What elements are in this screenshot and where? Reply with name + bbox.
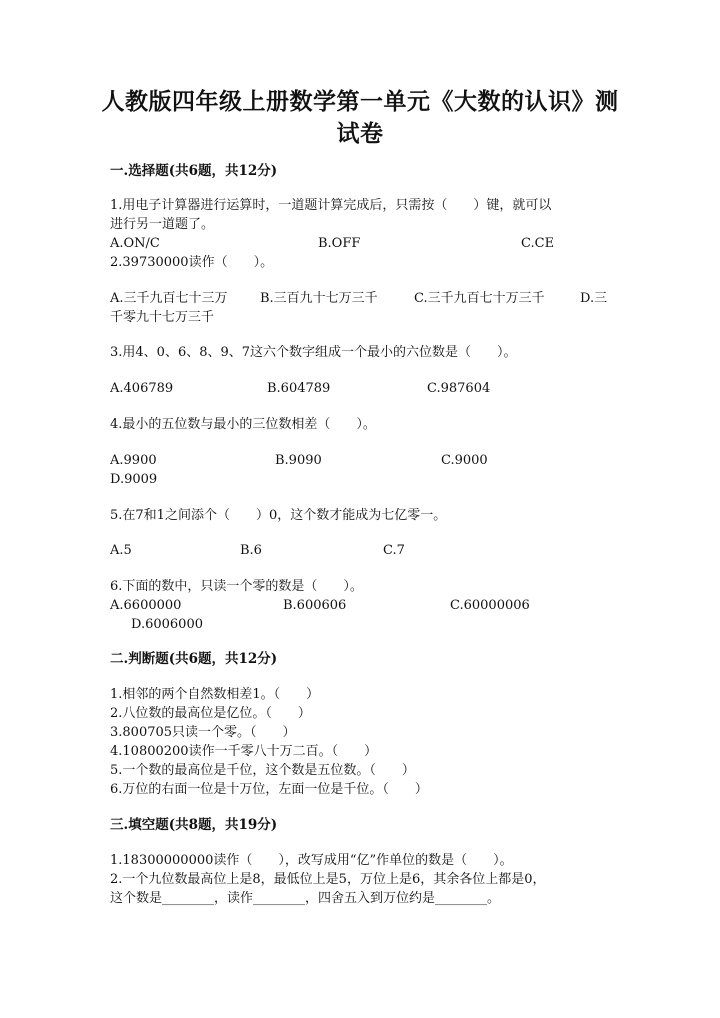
q3-option-b: B.604789 — [267, 381, 331, 396]
q6-option-a: A.6600000 — [110, 598, 182, 613]
page-title — [0, 86, 720, 150]
judge-item-2: 2.八位数的最高位是亿位。（ ） — [110, 706, 311, 721]
title-line-1: 人教版四年级上册数学第一单元《大数的认识》测 — [101, 88, 619, 115]
q1-option-c: C.CE — [521, 236, 555, 251]
q2-option-c: C.三千九百七十万三千 — [414, 291, 545, 306]
section-heading-choice: 一.选择题(共6题，共12分) — [110, 163, 278, 179]
q2-stem: 2.39730000读作（ ）。 — [110, 255, 274, 270]
judge-item-5: 5.一个数的最高位是千位，这个数是五位数。（ ） — [110, 763, 415, 778]
q2-option-d-continuation: 千零九十七万三千 — [110, 310, 215, 325]
q3-option-a: A.406789 — [110, 381, 174, 396]
judge-item-4: 4.10800200读作一千零八十万二百。（ ） — [110, 744, 378, 759]
fill-q2-line-1: 2.一个九位数最高位上是8，最低位上是5，万位上是6，其余各位上都是0， — [110, 872, 546, 887]
q4-option-b: B.9090 — [275, 453, 322, 468]
judge-item-3: 3.800705只读一个零。（ ） — [110, 725, 296, 740]
judge-item-6: 6.万位的右面一位是十万位，左面一位是千位。（ ） — [110, 782, 428, 797]
q1-option-a: A.ON/C — [110, 236, 160, 251]
title-line-2: 试卷 — [336, 120, 384, 147]
q3-option-c: C.987604 — [427, 381, 491, 396]
fill-q2-line-2: 这个数是________，读作________，四舍五入到万位约是________。 — [110, 891, 501, 906]
q4-option-c: C.9000 — [441, 453, 488, 468]
q4-option-a: A.9900 — [110, 453, 157, 468]
q4-stem: 4.最小的五位数与最小的三位数相差（ ）。 — [110, 417, 376, 432]
q5-option-c: C.7 — [383, 543, 405, 558]
q6-option-b: B.600606 — [283, 598, 347, 613]
q2-option-a: A.三千九百七十三万 — [110, 291, 228, 306]
q4-option-d: D.9009 — [110, 472, 158, 487]
fill-q1: 1.18300000000读作（ ），改写成用“亿”作单位的数是（ ）。 — [110, 853, 513, 868]
q2-option-d: D.三 — [580, 291, 608, 306]
q1-stem-line-2: 进行另一道题了。 — [110, 217, 215, 232]
section-heading-fill: 三.填空题(共8题，共19分) — [110, 817, 278, 833]
q1-stem-line-1: 1.用电子计算器进行运算时，一道题计算完成后，只需按（ ）键，就可以 — [110, 198, 552, 213]
q3-stem: 3.用4、0、6、8、9、7这六个数字组成一个最小的六位数是（ ）。 — [110, 345, 517, 360]
q6-option-c: C.60000006 — [450, 598, 530, 613]
q5-option-b: B.6 — [240, 543, 262, 558]
section-heading-judge: 二.判断题(共6题，共12分) — [110, 651, 278, 667]
q1-option-b: B.OFF — [318, 236, 361, 251]
q5-option-a: A.5 — [110, 543, 132, 558]
judge-item-1: 1.相邻的两个自然数相差1。（ ） — [110, 687, 320, 702]
q5-stem: 5.在7和1之间添个（ ）0，这个数才能成为七亿零一。 — [110, 508, 447, 523]
q6-stem: 6.下面的数中，只读一个零的数是（ ）。 — [110, 579, 363, 594]
q6-option-d: D.6006000 — [131, 617, 203, 632]
q2-option-b: B.三百九十七万三千 — [260, 291, 378, 306]
